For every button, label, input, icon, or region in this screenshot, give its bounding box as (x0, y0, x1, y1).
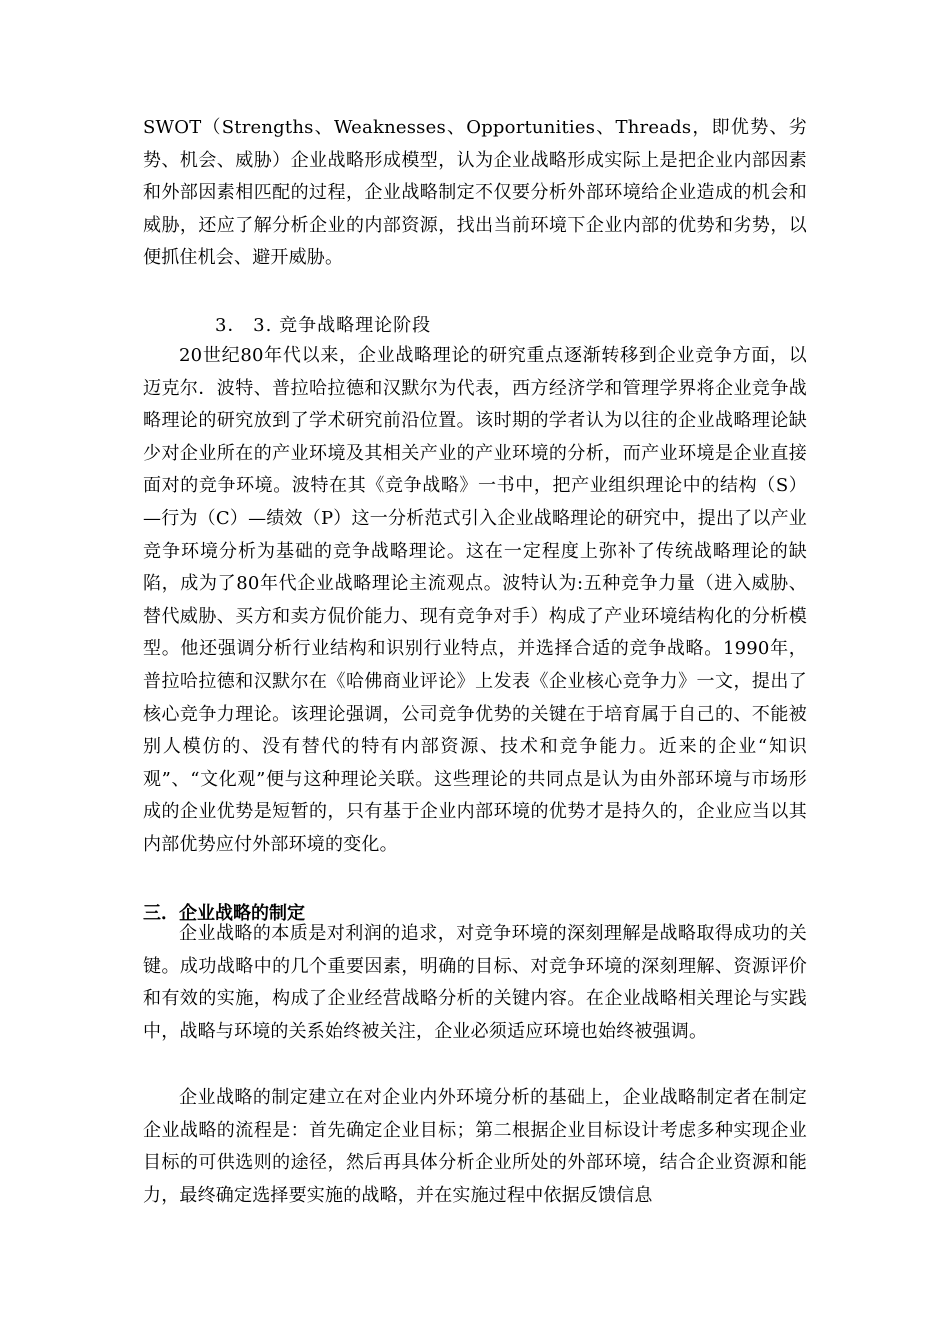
paragraph-strategy-process: 企业战略的制定建立在对企业内外环境分析的基础上，企业战略制定者在制定企业战略的流程是：首先确定企业目标；第二根据企业目标设计考虑多种实现企业目标的可供选则的途径，然后再具体分析企业所处的外部环境，结合企业资源和能力，最终确定选择要实施的战略，并在实施过程中依据反馈信息 (143, 1087, 807, 1206)
paragraph-swot: SWOT（Strengths、Weaknesses、Opportunities、Threads，即优势、劣势、机会、威胁）企业战略形成模型，认为企业战略形成实际上是把企业内部因素和外部因素相匹配的过程，企业战略制定不仅要分析外部环境给企业造成的机会和威胁，还应了解分析企业的内部资源，找出当前环境下企业内部的优势和劣势，以便抓住机会、避开威胁。 (143, 117, 807, 269)
section-heading-3-3: 3． 3. 竞争战略理论阶段 (215, 315, 432, 336)
section-heading-3: 三．企业战略的制定 (143, 903, 305, 924)
paragraph-competition-theory: 20世纪80年代以来，企业战略理论的研究重点逐渐转移到企业竞争方面，以迈克尔．波特、普拉哈拉德和汉默尔为代表，西方经济学和管理学界将企业竞争战略理论的研究放到了学术研究前沿位置。该时期的学者认为以往的企业战略理论缺少对企业所在的产业环境及其相关产业的产业环境的分析，而产业环境是企业直接面对的竞争环境。波特在其《竞争战略》一书中，把产业组织理论中的结构（S）—行为（C）—绩效（P）这一分析范式引入企业战略理论的研究中，提出了以产业竞争环境分析为基础的竞争战略理论。这在一定程度上弥补了传统战略理论的缺陷，成为了80年代企业战略理论主流观点。波特认为:五种竞争力量（进入威胁、替代威胁、买方和卖方侃价能力、现有竞争对手）构成了产业环境结构化的分析模型。他还强调分析行业结构和识别行业特点，并选择合适的竞争战略。1990年，普拉哈拉德和汉默尔在《哈佛商业评论》上发表《企业核心竞争力》一文，提出了核心竞争力理论。该理论强调，公司竞争优势的关键在于培育属于自己的、不能被别人模仿的、没有替代的特有内部资源、技术和竞争能力。近来的企业“知识观”、“文化观”便与这种理论关联。这些理论的共同点是认为由外部环境与市场形成的企业优势是短暂的，只有基于企业内部环境的优势才是持久的，企业应当以其内部优势应付外部环境的变化。 (143, 345, 807, 855)
paragraph-strategy-essence: 企业战略的本质是对利润的追求，对竞争环境的深刻理解是战略取得成功的关键。成功战略中的几个重要因素，明确的目标、对竞争环境的深刻理解、资源评价和有效的实施，构成了企业经营战略分析的关键内容。在企业战略相关理论与实践中，战略与环境的关系始终被关注，企业必须适应环境也始终被强调。 (143, 923, 807, 1042)
